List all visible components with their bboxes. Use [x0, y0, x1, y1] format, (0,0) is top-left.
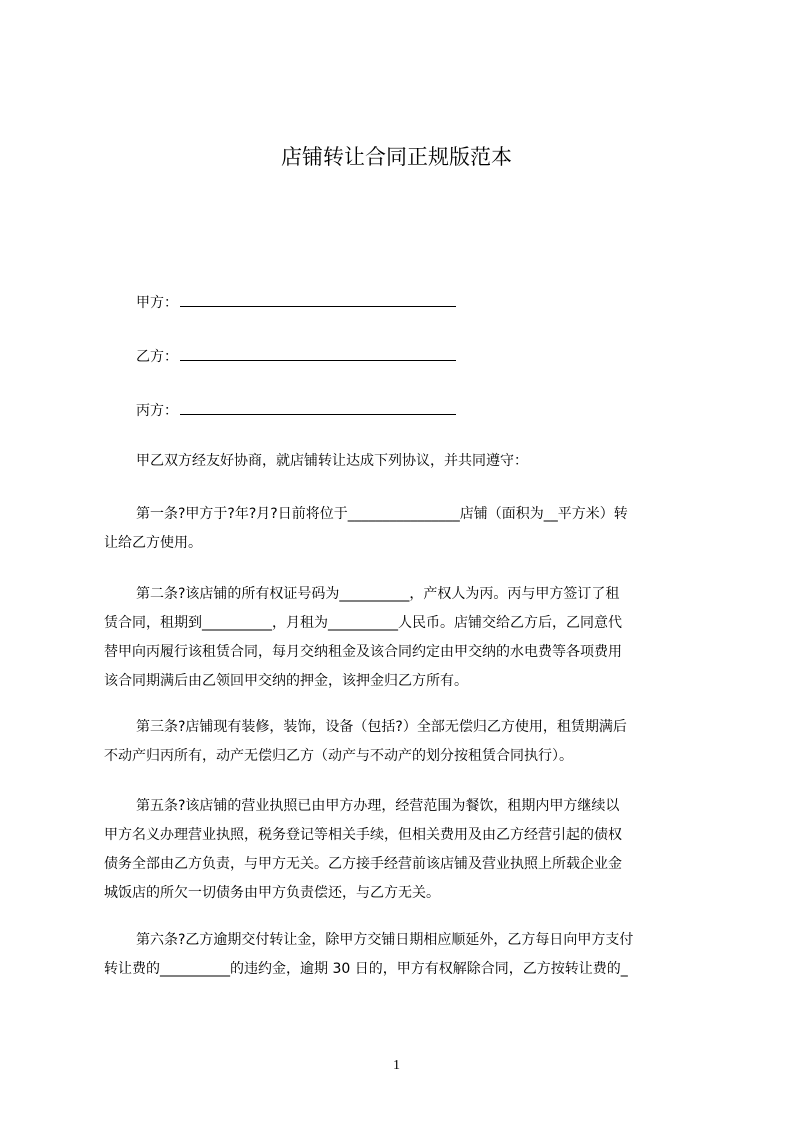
clause-line: 赁合同，租期到__________，月租为__________人民币。店铺交给乙方后，乙同意代 [104, 615, 622, 631]
clause-line: 甲方名义办理营业执照，税务登记等相关手续，但相关费用及由乙方经营引起的债权 [104, 827, 622, 843]
clause-1 [104, 500, 704, 558]
clause-line: 第六条?乙方逾期交付转让金，除甲方交铺日期相应顺延外，乙方每日向甲方支付 [136, 932, 634, 948]
party-a-blank [180, 292, 456, 307]
clause-line: 第五条?该店铺的营业执照已由甲方办理，经营范围为餐饮，租期内甲方继续以 [136, 798, 620, 814]
party-c-field [136, 400, 456, 421]
party-b-field [136, 346, 456, 367]
clause-line: 第三条?店铺现有装修，装饰，设备（包括?）全部无偿归乙方使用，租赁期满后 [136, 719, 627, 735]
party-a-label: 甲方： [136, 295, 178, 311]
clause-line: 债务全部由乙方负责，与甲方无关。乙方接手经营前该店铺及营业执照上所载企业金 [104, 856, 622, 872]
party-b-label: 乙方： [136, 349, 178, 365]
clause-2 [104, 580, 704, 696]
clause-3 [104, 713, 704, 771]
clause-line: 第二条?该店铺的所有权证号码为__________，产权人为丙。丙与甲方签订了租 [136, 586, 620, 602]
clause-line: 让给乙方使用。 [104, 535, 202, 551]
party-c-blank [180, 400, 456, 415]
document-title: 店铺转让合同正规版范本 [281, 145, 512, 169]
clause-line: 不动产归丙所有，动产无偿归乙方（动产与不动产的划分按租赁合同执行）。 [104, 748, 573, 764]
clause-line: 第一条?甲方于?年?月?日前将位于________________店铺（面积为__平方米）转 [136, 506, 628, 522]
intro-paragraph [104, 447, 704, 476]
party-c-label: 丙方： [136, 403, 178, 419]
party-a-field [136, 292, 456, 313]
clause-line: 城饭店的所欠一切债务由甲方负责偿还，与乙方无关。 [104, 885, 440, 901]
party-b-blank [180, 346, 456, 361]
clause-5 [104, 792, 704, 908]
intro-text: 甲乙双方经友好协商，就店铺转让达成下列协议，并共同遵守： [136, 453, 528, 469]
page-number: 1 [393, 1058, 400, 1073]
clause-line: 转让费的__________的违约金，逾期 30 日的，甲方有权解除合同，乙方按转让费的_ [104, 961, 628, 977]
clause-line: 替甲向丙履行该租赁合同，每月交纳租金及该合同约定由甲交纳的水电费等各项费用 [104, 644, 622, 660]
clause-line: 该合同期满后由乙领回甲交纳的押金，该押金归乙方所有。 [104, 673, 468, 689]
clause-6 [104, 926, 704, 984]
